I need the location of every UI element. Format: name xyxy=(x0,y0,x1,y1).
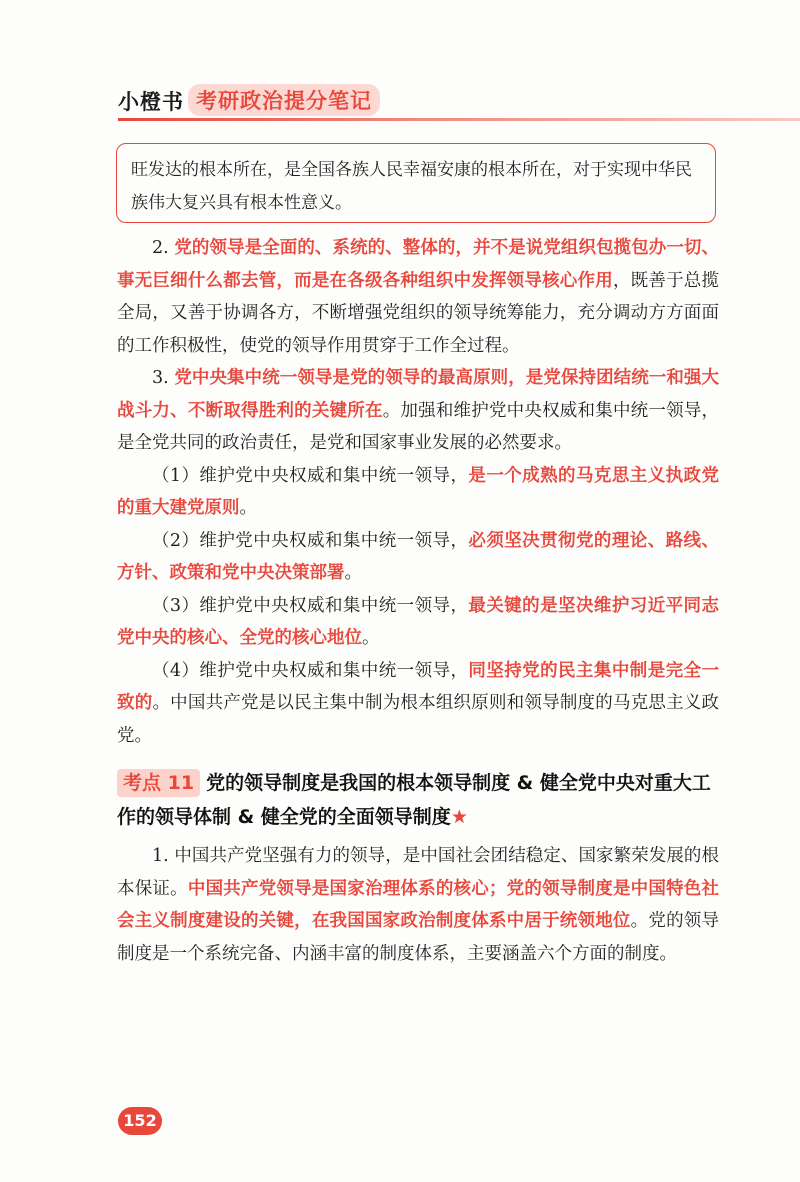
paragraph-3-highlight: 党中央集中统一领导是党的领导的最高原则，是党保持团结统一和强大战斗力、不断取得胜利的关键所在 xyxy=(117,368,720,421)
sub-item-2-prefix: （2）维护党中央权威和集中统一领导， xyxy=(152,530,469,551)
paragraph-2-rest: ，既善于总揽全局，又善于协调各方，不断增强党组织的领导统筹能力，充分调动方方面面的工作积极性，使党的领导作用贯穿于工作全过程。 xyxy=(117,270,719,356)
sub-item-1 xyxy=(117,460,719,525)
book-name: 小橙书 xyxy=(118,90,184,114)
paragraph-4-prefix: 1. 中国共产党坚强有力的领导，是中国社会团结稳定、国家繁荣发展的根本保证。 xyxy=(117,846,719,899)
paragraph-2-number: 2. xyxy=(152,238,175,258)
paragraph-4-rest: 。党的领导制度是一个系统完备、内涵丰富的制度体系，主要涵盖六个方面的制度。 xyxy=(117,911,720,964)
paragraph-2 xyxy=(117,232,719,362)
sub-item-3-prefix: （3）维护党中央权威和集中统一领导， xyxy=(152,595,469,616)
book-subtitle: 考研政治提分笔记 xyxy=(188,84,380,116)
paragraph-3 xyxy=(117,362,719,460)
paragraph-3-rest: 。加强和维护党中央权威和集中统一领导，是全党共同的政治责任，是党和国家事业发展的必然要求。 xyxy=(117,400,720,453)
section-heading xyxy=(117,766,719,834)
paragraph-4 xyxy=(117,840,719,970)
sub-item-1-highlight: 是一个成熟的马克思主义执政党的重大建党原则 xyxy=(117,465,719,518)
paragraph-4-highlight: 中国共产党领导是国家治理体系的核心；党的领导制度是中国特色社会主义制度建设的关键，在我国国家政治制度体系中居于统领地位 xyxy=(117,878,720,931)
sub-item-4-prefix: （4）维护党中央权威和集中统一领导， xyxy=(152,660,469,681)
sub-item-3-highlight: 最关键的是坚决维护习近平同志党中央的核心、全党的核心地位 xyxy=(117,595,719,648)
paragraph-3-number: 3. xyxy=(152,368,175,388)
sub-item-4 xyxy=(117,655,719,753)
section-title-text: 党的领导制度是我国的根本领导制度 & 健全党中央对重大工作的领导体制 & 健全党的全面领导制度 xyxy=(117,772,711,828)
sub-item-3-rest: 。 xyxy=(362,628,380,648)
section-tag: 考点 11 xyxy=(117,769,200,797)
note-box-text: 旺发达的根本所在，是全国各族人民幸福安康的根本所在，对于实现中华民族伟大复兴具有根本性意义。 xyxy=(131,160,692,213)
sub-item-2 xyxy=(117,525,719,590)
paragraph-2-highlight: 党的领导是全面的、系统的、整体的，并不是说党组织包揽包办一切、事无巨细什么都去管，而是在各级各种组织中发挥领导核心作用 xyxy=(117,238,720,291)
page-header xyxy=(118,84,800,120)
sub-item-4-highlight: 同坚持党的民主集中制是完全一致的 xyxy=(117,660,719,713)
sub-item-2-rest: 。 xyxy=(344,563,362,583)
page-number: 152 xyxy=(118,1107,162,1135)
sub-item-1-rest: 。 xyxy=(239,498,257,518)
note-box xyxy=(116,143,716,223)
sub-item-1-prefix: （1）维护党中央权威和集中统一领导， xyxy=(152,465,469,486)
sub-item-3 xyxy=(117,590,719,655)
sub-item-4-rest: 。中国共产党是以民主集中制为根本组织原则和领导制度的马克思主义政党。 xyxy=(117,693,720,746)
star-icon: ★ xyxy=(450,806,468,828)
main-content xyxy=(117,232,719,970)
sub-item-2-highlight: 必须坚决贯彻党的理论、路线、方针、政策和党中央决策部署 xyxy=(117,530,719,583)
header-divider xyxy=(118,118,800,121)
